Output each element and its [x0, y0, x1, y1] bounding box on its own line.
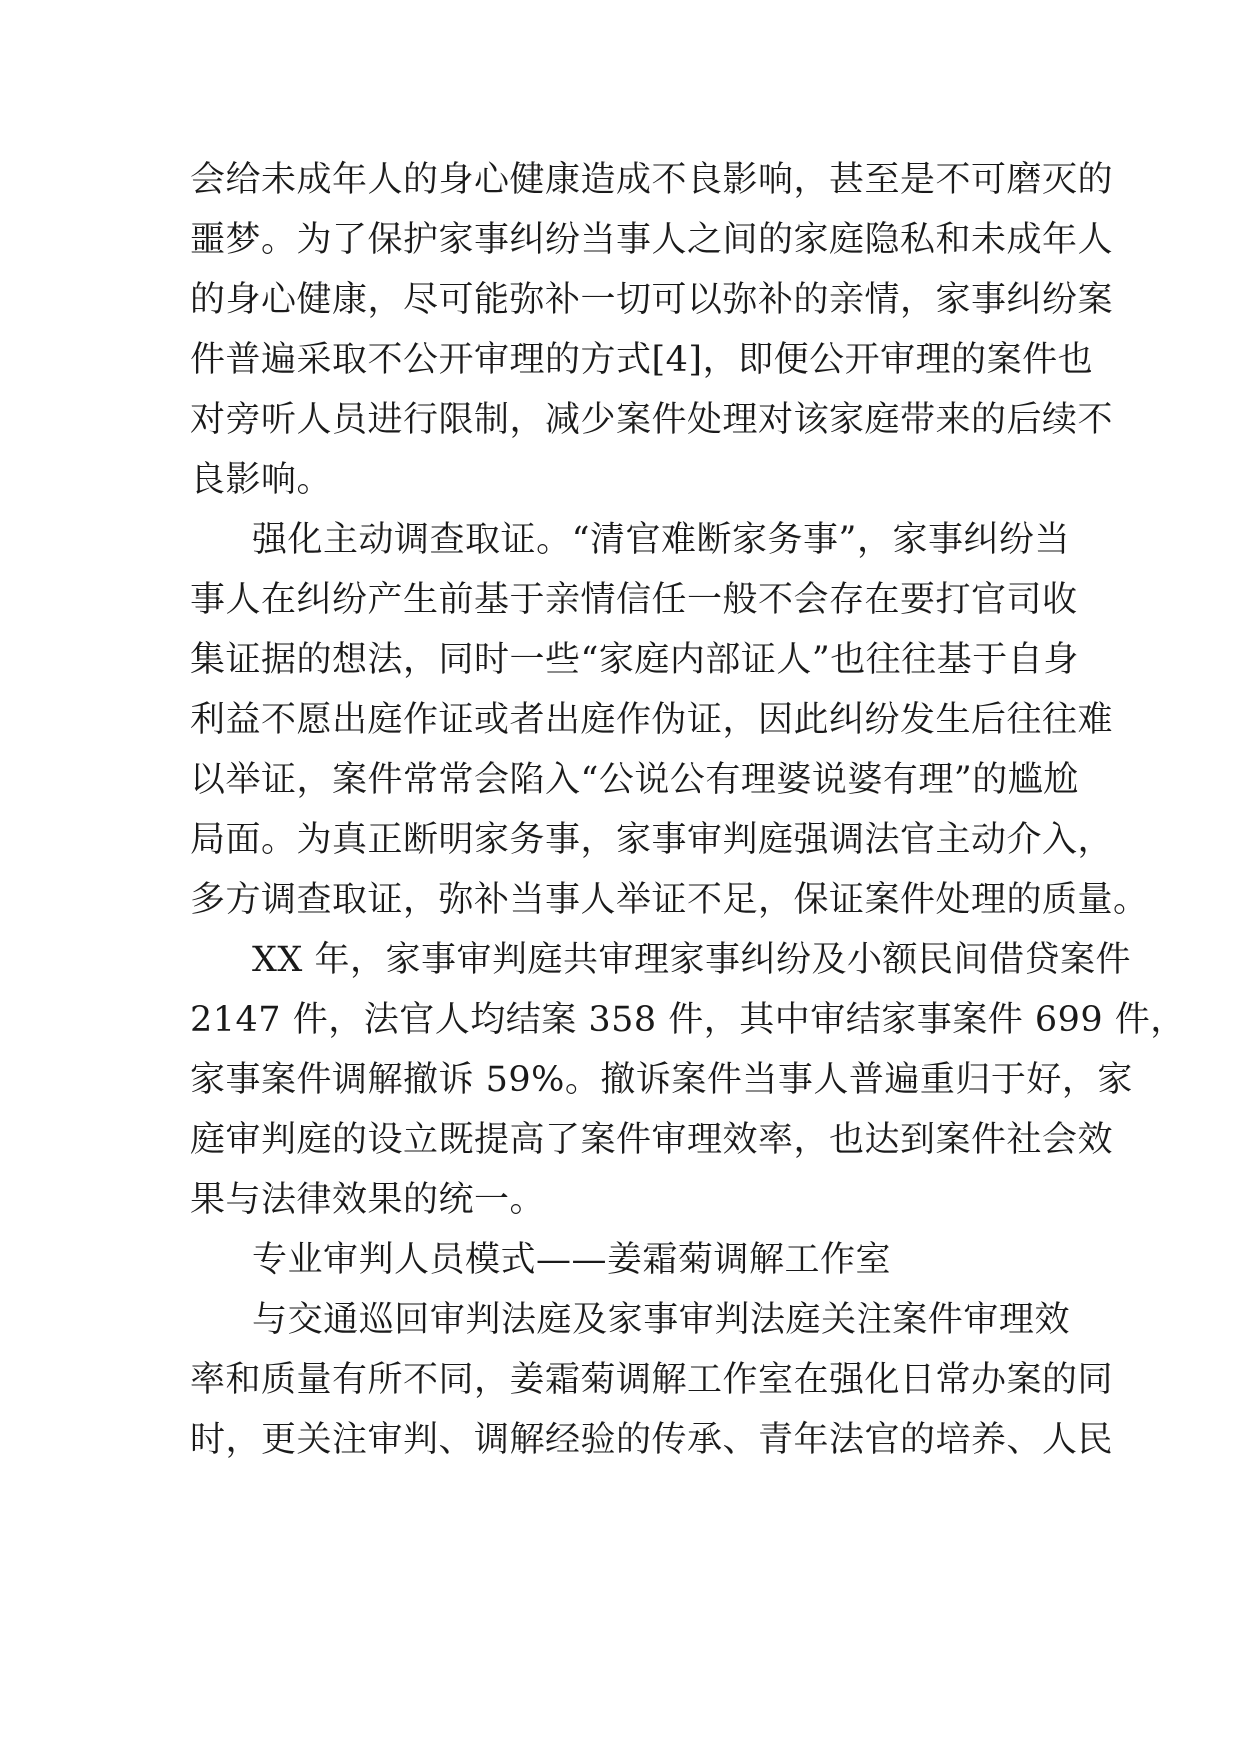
text-line: 家事案件调解撤诉 59%。撤诉案件当事人普遍重归于好，家	[190, 1060, 1133, 1100]
text-line: 专业审判人员模式——姜霜菊调解工作室	[252, 1240, 892, 1280]
text-line: 对旁听人员进行限制，减少案件处理对该家庭带来的后续不	[190, 400, 1114, 440]
text-line: 率和质量有所不同，姜霜菊调解工作室在强化日常办案的同	[190, 1360, 1114, 1400]
text-line: 庭审判庭的设立既提高了案件审理效率，也达到案件社会效	[190, 1120, 1114, 1160]
text-line: 强化主动调查取证。“清官难断家务事”，家事纠纷当	[252, 520, 1070, 560]
text-line: 多方调查取证，弥补当事人举证不足，保证案件处理的质量。	[190, 880, 1149, 920]
text-line: 利益不愿出庭作证或者出庭作伪证，因此纠纷发生后往往难	[190, 700, 1114, 740]
text-line: 集证据的想法，同时一些“家庭内部证人”也往往基于自身	[190, 640, 1079, 680]
body-text	[190, 150, 1186, 1470]
text-line: 噩梦。为了保护家事纠纷当事人之间的家庭隐私和未成年人	[190, 220, 1114, 260]
text-line: 良影响。	[190, 460, 333, 500]
section-heading	[190, 1230, 1070, 1290]
text-line: 与交通巡回审判法庭及家事审判法庭关注案件审理效	[252, 1300, 1070, 1340]
text-line: 的身心健康，尽可能弥补一切可以弥补的亲情，家事纠纷案	[190, 280, 1114, 320]
text-line: 2147 件，法官人均结案 358 件，其中审结家事案件 699 件，	[190, 1000, 1186, 1040]
text-line: 时，更关注审判、调解经验的传承、青年法官的培养、人民	[190, 1420, 1114, 1460]
paragraph-privacy	[190, 150, 1114, 510]
text-line: 果与法律效果的统一。	[190, 1180, 546, 1220]
text-line: 件普遍采取不公开审理的方式[4]，即便公开审理的案件也	[190, 340, 1094, 380]
paragraph-evidence	[190, 510, 1149, 930]
text-line: 以举证，案件常常会陷入“公说公有理婆说婆有理”的尴尬	[190, 760, 1079, 800]
paragraph-studio	[190, 1290, 1114, 1470]
paragraph-statistics	[190, 930, 1186, 1230]
text-line: 事人在纠纷产生前基于亲情信任一般不会存在要打官司收	[190, 580, 1078, 620]
text-line: XX 年，家事审判庭共审理家事纠纷及小额民间借贷案件	[252, 940, 1131, 980]
text-line: 会给未成年人的身心健康造成不良影响，甚至是不可磨灭的	[190, 160, 1114, 200]
text-line: 局面。为真正断明家务事，家事审判庭强调法官主动介入，	[190, 820, 1114, 860]
